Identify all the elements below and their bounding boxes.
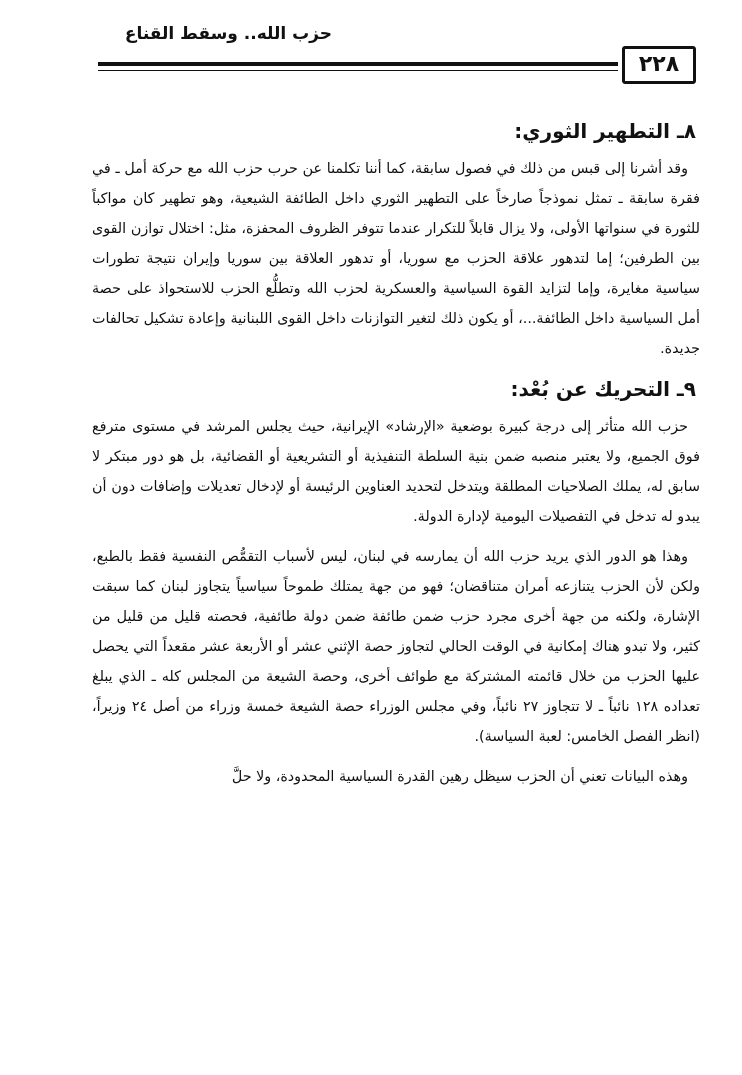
section-heading: ٨ـ التطهير الثوري: (514, 119, 696, 143)
paragraph: وهذه البيانات تعني أن الحزب سيظل رهين القدرة السياسية المحدودة، ولا حلَّ (231, 769, 688, 785)
paragraph: حزب الله متأثر إلى درجة كبيرة بوضعية «الإرشاد» الإيرانية، حيث يجلس المرشد في مستوى مترفع فوق الجميع، ولا يعتبر منصبه ضمن بنية السلطة التنفيذية أو التشريعية أو القضائية، بل هو دور مبتكر لا سابق له، يملك الصلاحيات المطلقة ويتدخل لتحديد العناوين الرئيسة أو لإدخال تعديلات وإضافات دون أن يبدو له تدخل في التفصيلات اليومية لإدارة الدولة. (92, 419, 700, 525)
page-body (92, 112, 700, 798)
paragraph: وهذا هو الدور الذي يريد حزب الله أن يمارسه في لبنان، ليس لأسباب التقمُّص النفسية فقط بالطبع، ولكن لأن الحزب يتنازعه أمران متناقضان؛ فهو من جهة يمتلك طموحاً سياسياً يتجاوز لبنان كما سبقت الإشارة، ولكنه من جهة أخرى مجرد حزب ضمن طائفة ضمن دولة طائفية، فحصته قليل من قليل من كثير، ولا تبدو هناك إمكانية في الوقت الحالي لتجاوز حصة الإثني عشر أو الأربعة عشر مقعداً التي يحصل عليها الحزب من خلال قائمته المشتركة مع طوائف أخرى، وحصة الشيعة من المجلس كله ـ الذي يبلغ تعداده ١٢٨ نائباً ـ لا تتجاوز ٢٧ نائباً، وفي مجلس الوزراء حصة الشيعة خمسة وزراء من أصل ٢٤ وزيراً، (انظر الفصل الخامس: لعبة السياسة). (92, 549, 700, 745)
paragraph: وقد أشرنا إلى قبس من ذلك في فصول سابقة، كما أننا تكلمنا عن حرب حزب الله مع حركة أمل ـ في فقرة سابقة ـ تمثل نموذجاً صارخاً على التطهير الثوري داخل الطائفة الشيعية، وهو تطهير كان مواكباً للثورة في سنواتها الأولى، ولا يزال قابلاً للتكرار عندما تتوفر الظروف المحفزة، مثل: اختلال توازن القوى بين الطرفين؛ إما لتدهور علاقة الحزب مع سوريا، أو تدهور العلاقة بين سوريا وإيران نتيجة تطورات سياسية مغايرة، وإما لتزايد القوة السياسية والعسكرية لحزب الله وتطلُّع الحزب للاستحواذ على حصة أمل السياسية داخل الطائفة...، أو يكون ذلك لتغير التوازنات داخل القوى اللبنانية وإعادة تشكيل تحالفات جديدة. (92, 161, 700, 357)
header-rule (98, 62, 618, 66)
header-rule-thin (98, 70, 618, 71)
book-title: حزب الله.. وسقط القناع (124, 24, 332, 44)
section-heading: ٩ـ التحريك عن بُعْد: (510, 377, 696, 401)
page-number: ٢٢٨ (622, 46, 696, 84)
